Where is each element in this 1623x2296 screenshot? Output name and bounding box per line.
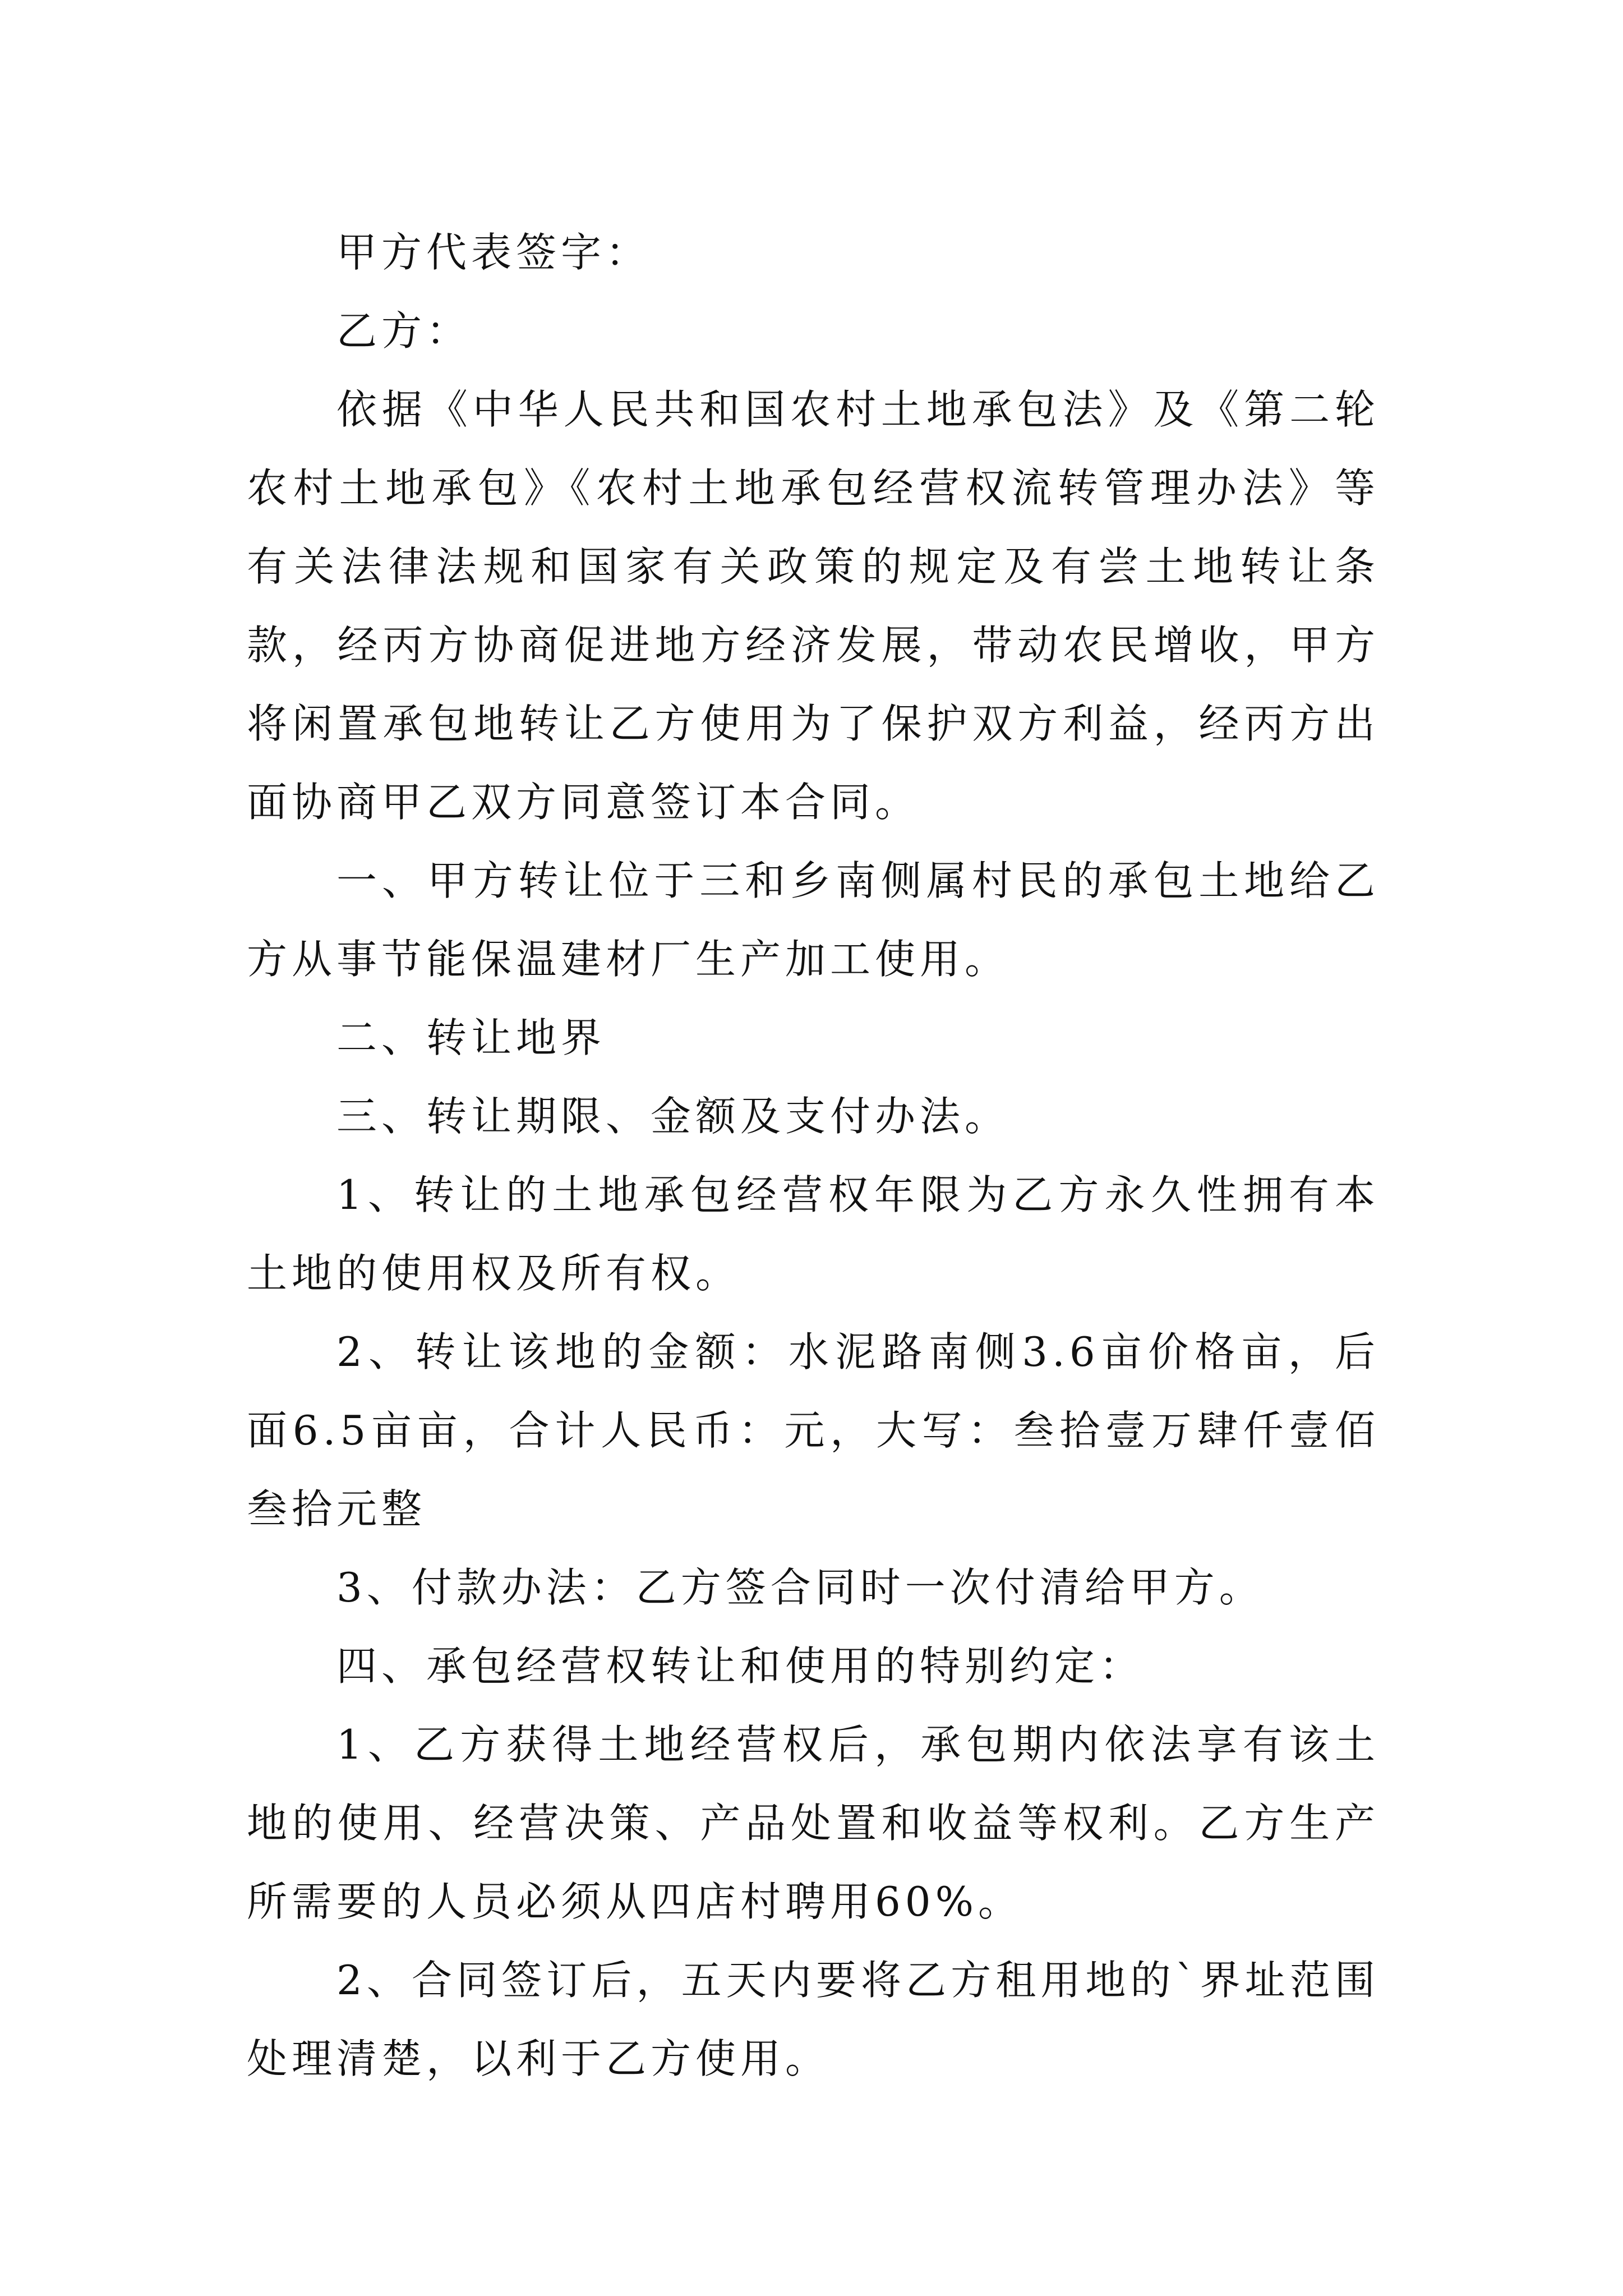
party-b-line: 乙方： [336, 307, 472, 355]
preamble-paragraph: 依据《中华人民共和国农村土地承包法》及《第二轮农村土地承包》《农村土地承包经营权流转管理办法》等有关法律法规和国家有关政策的规定及有尝土地转让条款，经丙方协商促进地方经济发展，带动农民增收，甲方将闲置承包地转让乙方使用为了保护双方利益，经丙方出面协商甲乙双方同意签订本合同。 [247, 386, 1380, 826]
document-body [247, 213, 1380, 2098]
clause-1: 一、甲方转让位于三和乡南侧属村民的承包土地给乙方从事节能保温建材厂生产加工使用。 [247, 857, 1380, 983]
signature-line-party-a: 甲方代表签字： [336, 229, 651, 276]
clause-4-item-1: 1、乙方获得土地经营权后，承包期内依法享有该土地的使用、经营决策、产品处置和收益等权利。乙方生产所需要的人员必须从四店村聘用60%。 [247, 1721, 1380, 1925]
clause-3-item-1: 1、转让的土地承包经营权年限为乙方永久性拥有本土地的使用权及所有权。 [247, 1171, 1380, 1297]
clause-2-heading: 二、转让地界 [336, 1014, 606, 1061]
clause-3-heading: 三、转让期限、金额及支付办法。 [336, 1093, 1010, 1140]
clause-3-item-2: 2、转让该地的金额：水泥路南侧3.6亩价格亩，后面6.5亩亩，合计人民币：元，大写：叁拾壹万肆仟壹佰叁拾元整 [247, 1328, 1380, 1533]
clause-4-item-2: 2、合同签订后，五天内要将乙方租用地的`界址范围处理清楚，以利于乙方使用。 [247, 1957, 1380, 2082]
clause-4-heading: 四、承包经营权转让和使用的特别约定： [336, 1642, 1145, 1690]
clause-3-item-3: 3、付款办法：乙方签合同时一次付清给甲方。 [336, 1564, 1264, 1611]
